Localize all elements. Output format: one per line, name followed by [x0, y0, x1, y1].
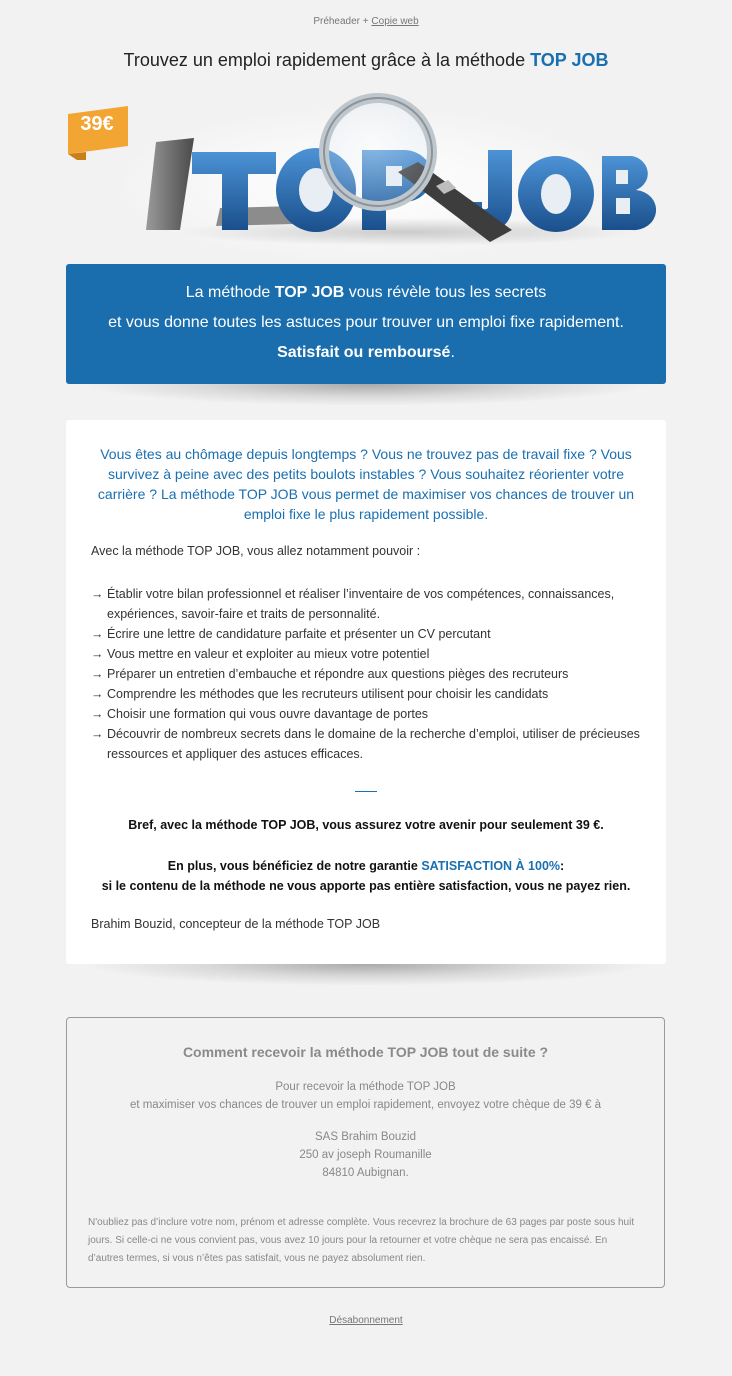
signature: Brahim Bouzid, concepteur de la méthode TOP JOB	[91, 917, 381, 931]
summary-text: Bref, avec la méthode TOP JOB, vous assurez votre avenir pour seulement 39 €.	[128, 818, 604, 832]
arrow-icon: →	[91, 727, 104, 741]
preheader	[0, 16, 732, 27]
arrow-icon: →	[91, 627, 104, 641]
guarantee-text	[66, 856, 666, 896]
headline-text: Trouvez un emploi rapidement grâce à la méthode	[123, 50, 531, 70]
guarantee-highlight: SATISFACTION À 100%	[421, 859, 561, 873]
feature-item: → Vous mettre en valeur et exploiter au mieux votre potentiel	[91, 644, 651, 664]
content-card	[66, 420, 666, 964]
feature-item: → Préparer un entretien d’embauche et répondre aux questions pièges des recruteurs	[91, 664, 651, 684]
banner-shadow	[80, 384, 652, 406]
footer	[0, 1315, 732, 1326]
card-shadow	[80, 964, 652, 986]
price-label: 39€	[80, 112, 114, 135]
arrow-icon: →	[91, 587, 104, 601]
intro-text: Vous êtes au chômage depuis longtemps ? Vous ne trouvez pas de travail fixe ? Vous survivez à peine avec des petits boulots instables ? Vous souhaitez réorienter votre carrière ? La méthode TOP JOB vous permet de maximiser vos chances de trouver un emploi fixe le plus rapidement possible.	[97, 446, 635, 522]
web-copy-link[interactable]: Copie web	[371, 16, 419, 27]
banner-line-3: Satisfait ou remboursé.	[277, 344, 455, 361]
postal-address: SAS Brahim Bouzid 250 av joseph Roumanille 84810 Aubignan.	[299, 1131, 432, 1179]
feature-list	[91, 584, 651, 764]
features-lead: Avec la méthode TOP JOB, vous allez notamment pouvoir :	[91, 544, 421, 558]
divider	[355, 791, 377, 792]
top-job-logo	[136, 90, 656, 250]
feature-item: → Découvrir de nombreux secrets dans le domaine de la recherche d’emploi, utiliser de précieuses ressources et appliquer des astuces efficaces.	[91, 724, 651, 764]
feature-item: → Comprendre les méthodes que les recruteurs utilisent pour choisir les candidats	[91, 684, 651, 704]
guarantee-line-2: si le contenu de la méthode ne vous apporte pas entière satisfaction, vous ne payez rien.	[101, 879, 631, 893]
feature-item: → Établir votre bilan professionnel et réaliser l’inventaire de vos compétences, connaissances, expériences, savoir-faire et traits de personnalité.	[91, 584, 651, 624]
hero-banner	[66, 90, 666, 260]
headline-brand: TOP JOB	[530, 50, 609, 70]
order-instructions: Pour recevoir la méthode TOP JOB et maximiser vos chances de trouver un emploi rapidement, envoyez votre chèque de 39 € à	[129, 1081, 602, 1111]
hero-message-banner	[66, 264, 666, 384]
feature-item: → Choisir une formation qui vous ouvre davantage de portes	[91, 704, 651, 724]
arrow-icon: →	[91, 687, 104, 701]
arrow-icon: →	[91, 647, 104, 661]
banner-line-1: La méthode TOP JOB vous révèle tous les secrets	[185, 284, 547, 301]
arrow-icon: →	[91, 707, 104, 721]
headline	[0, 50, 732, 71]
guarantee-line-1: En plus, vous bénéficiez de notre garantie SATISFACTION À 100%:	[167, 859, 565, 873]
arrow-icon: →	[91, 667, 104, 681]
unsubscribe-link[interactable]: Désabonnement	[329, 1315, 403, 1326]
banner-line-2: et vous donne toutes les astuces pour trouver un emploi fixe rapidement.	[108, 314, 624, 331]
order-note: N'oubliez pas d’inclure votre nom, prénom et adresse complète. Vous recevrez la brochure de 63 pages par poste sous huit jours. Si celle-ci ne vous convient pas, vous avez 10 jours pour la retourner et votre chèque ne sera pas encaissé. En d’autres termes, si vous n’êtes pas satisfait, vous ne payez absolument rien.	[88, 1217, 635, 1264]
order-box	[66, 1017, 665, 1288]
price-tag	[66, 100, 128, 148]
banner-brand: TOP JOB	[274, 284, 345, 301]
order-title: Comment recevoir la méthode TOP JOB tout de suite ?	[182, 1044, 549, 1060]
feature-item: → Écrire une lettre de candidature parfaite et présenter un CV percutant	[91, 624, 651, 644]
preheader-text: Préheader +	[313, 16, 372, 27]
